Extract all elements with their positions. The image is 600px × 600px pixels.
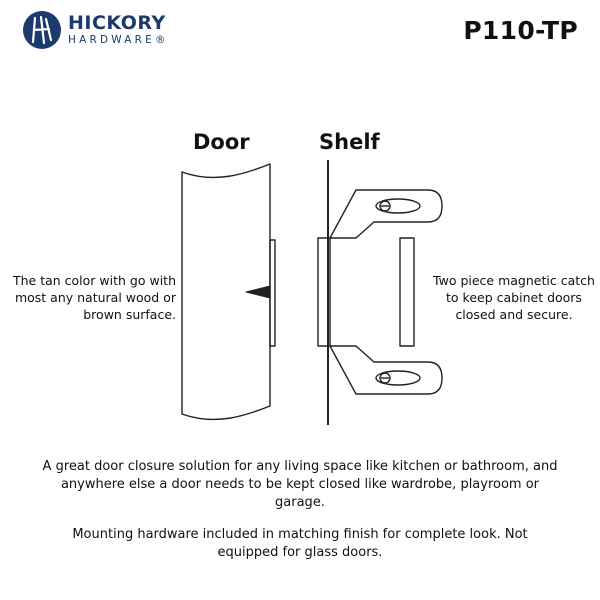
description-paragraph-2: Mounting hardware included in matching finish for complete look. Not equipped for glass doors. xyxy=(72,527,528,560)
top-bracket xyxy=(330,190,442,238)
strike-plate xyxy=(270,240,275,346)
callout-left: The tan color with go with most any natural wood or brown surface. xyxy=(12,273,176,322)
brand-name: HICKORY xyxy=(68,12,166,35)
shelf-label: Shelf xyxy=(319,130,380,154)
hickory-logo-icon xyxy=(22,10,62,50)
callout-right: Two piece magnetic catch to keep cabinet doors closed and secure. xyxy=(433,273,595,322)
brand-subtitle: HARDWARE® xyxy=(68,34,169,47)
brand-wordmark xyxy=(68,14,169,46)
door-label: Door xyxy=(193,130,250,154)
installation-diagram xyxy=(160,150,460,440)
product-model: P110-TP xyxy=(463,16,578,45)
bottom-bracket xyxy=(330,346,442,394)
catch-housing xyxy=(400,238,414,346)
description-paragraph-1: A great door closure solution for any living space like kitchen or bathroom, and anywhere else a door needs to be kept closed like wardrobe, playroom or garage. xyxy=(42,459,558,510)
brand-logo xyxy=(22,10,169,50)
